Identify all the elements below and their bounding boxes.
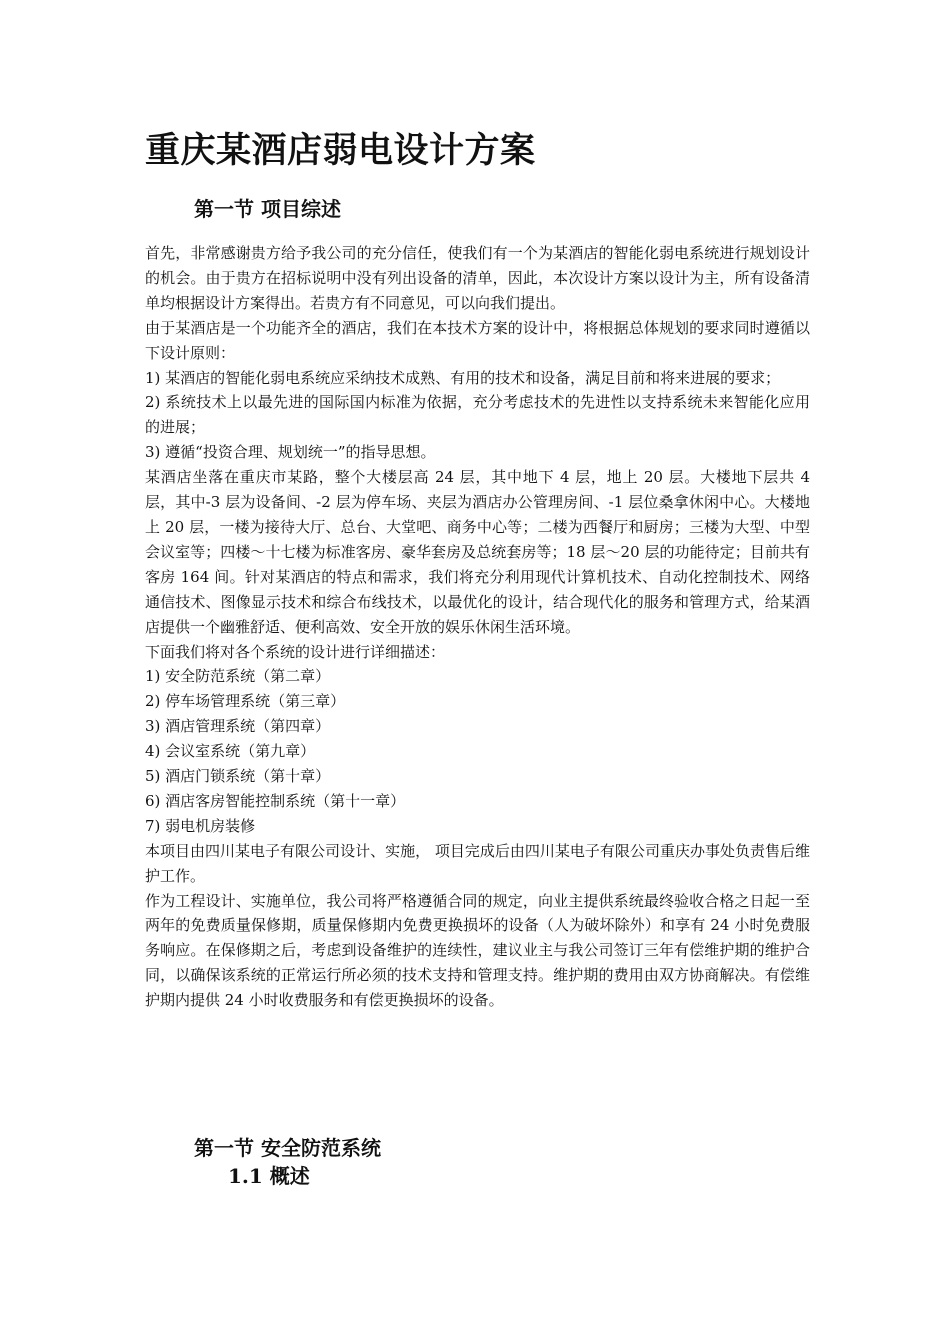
list-item-system-1: 1) 安全防范系统（第二章） — [145, 667, 331, 686]
section-heading-project-overview: 第一节 项目综述 — [194, 197, 341, 221]
list-item-principle-1: 1) 某酒店的智能化弱电系统应采纳技术成熟、有用的技术和设备，满足目前和将来进展的要求； — [145, 368, 781, 387]
list-item-system-7: 7) 弱电机房装修 — [145, 816, 256, 835]
paragraph-warranty: 作为工程设计、实施单位，我公司将严格遵循合同的规定，向业主提供系统最终验收合格之日起一至两年的免费质量保修期，质量保修期内免费更换损坏的设备（人为破坏除外）和享有 24 小时免费服务响应。在保修期之后，考虑到设备维护的连续性，建议业主与我公司签订三年有偿维护期的维护合同，以确保该系统的正常运行所必须的技术支持和管理支持。维护期的费用由双方协商解决。有偿维护期内提供 24 小时收费服务和有偿更换损坏的设备。 — [145, 891, 810, 1010]
list-item-system-6: 6) 酒店客房智能控制系统（第十一章） — [145, 791, 406, 810]
subsection-heading-overview: 1.1 概述 — [228, 1164, 310, 1188]
paragraph-systems-intro: 下面我们将对各个系统的设计进行详细描述： — [145, 642, 446, 661]
list-item-principle-3: 3) 遵循“投资合理、规划统一”的指导思想。 — [145, 443, 436, 462]
paragraph-intro: 首先，非常感谢贵方给予我公司的充分信任，使我们有一个为某酒店的智能化弱电系统进行规划设计的机会。由于贵方在招标说明中没有列出设备的清单，因此，本次设计方案以设计为主，所有设备清单均根据设计方案得出。若贵方有不同意见，可以向我们提出。 — [145, 244, 810, 312]
list-item-system-3: 3) 酒店管理系统（第四章） — [145, 717, 331, 736]
document-title: 重庆某酒店弱电设计方案 — [145, 130, 536, 171]
list-item-system-5: 5) 酒店门锁系统（第十章） — [145, 767, 331, 786]
paragraph-design-principles: 由于某酒店是一个功能齐全的酒店，我们在本技术方案的设计中，将根据总体规划的要求同时遵循以下设计原则： — [145, 318, 810, 362]
list-item-principle-2: 2) 系统技术上以最先进的国际国内标准为依据，充分考虑技术的先进性以支持系统未来智能化应用的进展； — [145, 393, 810, 437]
body-text — [145, 241, 810, 1013]
section-heading-security-system: 第一节 安全防范系统 — [194, 1136, 381, 1160]
list-item-system-2: 2) 停车场管理系统（第三章） — [145, 692, 346, 711]
paragraph-implementation: 本项目由四川某电子有限公司设计、实施， 项目完成后由四川某电子有限公司重庆办事处负责售后维护工作。 — [145, 841, 810, 885]
paragraph-hotel-description: 某酒店坐落在重庆市某路，整个大楼层高 24 层，其中地下 4 层，地上 20 层。大楼地下层共 4 层，其中-3 层为设备间、-2 层为停车场、夹层为酒店办公管理房间、-1 层位桑拿休闲中心。大楼地上 20 层，一楼为接待大厅、总台、大堂吧、商务中心等；二楼为西餐厅和厨房；三楼为大型、中型会议室等；四楼～十七楼为标准客房、豪华套房及总统套房等；18 层～20 层的功能待定；目前共有客房 164 间。针对某酒店的特点和需求，我们将充分利用现代计算机技术、自动化控制技术、网络通信技术、图像显示技术和综合布线技术，以最优化的设计，结合现代化的服务和管理方式，给某酒店提供一个幽雅舒适、便利高效、安全开放的娱乐休闲生活环境。 — [145, 468, 810, 636]
list-item-system-4: 4) 会议室系统（第九章） — [145, 742, 316, 761]
